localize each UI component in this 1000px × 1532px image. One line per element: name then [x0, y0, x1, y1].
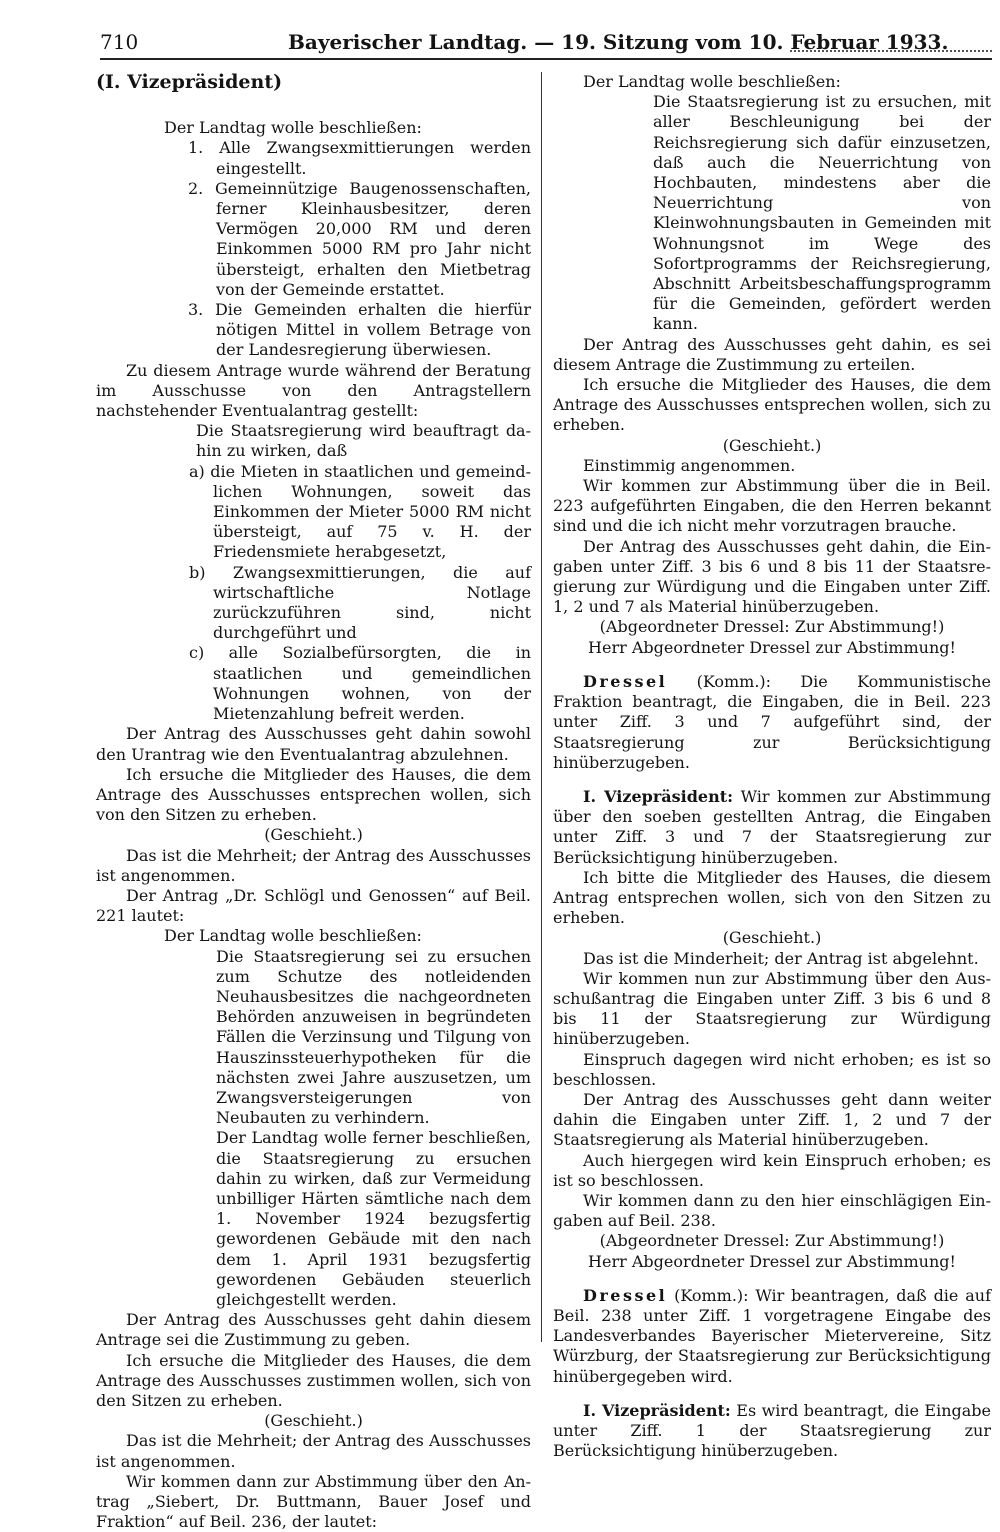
speaker-name: I. Vizepräsident: [583, 1400, 731, 1420]
paragraph: Zu diesem Antrage wurde während der Beratung im Ausschusse von den Antragstellern nachstehender Eventualantrag gestellt: [96, 360, 531, 421]
stage-direction: (Geschieht.) [264, 825, 363, 845]
section-heading: (I. Vizepräsident) [96, 71, 283, 93]
quoted-motion: Die Staatsregierung sei zu ersuchen zum Schutze des notleidenden Neuhausbesitzes die nachgeordneten Behörden anzuweisen in begründeten Fällen die Verzinsung und Tilgung von Hauszinssteuerhypotheken für die nächsten zwei Jahre auszusetzen, um Zwangsversteigerungen von Neubauten zu verhindern. [216, 946, 531, 1128]
paragraph: Der Landtag wolle beschließen: [164, 926, 422, 946]
paragraph: Der Landtag wolle beschließen: [164, 118, 422, 138]
paragraph: Der Antrag „Dr. Schlögl und Genossen“ auf Beil. 221 lautet: [96, 885, 531, 926]
speaker-name: I. Vizepräsident: [583, 786, 734, 806]
paragraph: Wir kommen dann zur Abstimmung über den Antrag „Siebert, Dr. Buttmann, Bauer Josef und Fraktion“ auf Beil. 236, der lautet: [96, 1471, 531, 1532]
paragraph: Wir kommen zur Abstimmung über die in Beil. 223 aufgeführten Eingaben, die den Herren bekannt sind und die ich nicht mehr vorzutragen brauche. [553, 476, 991, 536]
paragraph: Der Antrag des Ausschusses geht dahin sowohl den Urantrag wie den Eventualantrag abzulehnen. [96, 724, 531, 764]
numbered-item: 1. Alle Zwangsexmittierungen werden eingestellt. [188, 138, 531, 178]
paragraph: Das ist die Minderheit; der Antrag ist abgelehnt. [583, 948, 979, 968]
header-rule [100, 58, 992, 60]
paragraph: Einstimmig angenommen. [583, 455, 796, 475]
speech-text: Es wird beantragt, die Eingabe unter Ziff. 1 der Staatsregierung zur Berücksichtigung hinüberzugeben. [553, 1400, 991, 1461]
speech-text: (Komm.): Wir beantragen, daß die auf Beil. 238 unter Ziff. 1 vorgetragene Eingabe des Landesverbandes Bayerischer Mietervereine, Sitz Würzburg, der Staatsregierung zur Berücksichtigung hinübergegeben wird. [553, 1285, 991, 1386]
right-column [553, 72, 991, 1461]
speech-vizepraesident [553, 1401, 991, 1462]
paragraph: Das ist die Mehrheit; der Antrag des Ausschusses ist angenommen. [96, 845, 531, 885]
interjection: (Abgeordneter Dressel: Zur Abstimmung!) [599, 617, 945, 637]
paragraph: Ich ersuche die Mitglieder des Hauses, die dem Antrage des Ausschusses entsprechen wollen, sich zu erheben. [553, 375, 991, 435]
paragraph: Das ist die Mehrheit; der Antrag des Ausschusses ist angenommen. [96, 1431, 531, 1471]
paragraph: Wir kommen nun zur Abstimmung über den Ausschußantrag die Eingaben unter Ziff. 3 bis 6 und 8 bis 11 der Staatsregierung zur Würdigung hinüberzugeben. [553, 968, 991, 1049]
stage-direction: (Geschieht.) [264, 1411, 363, 1431]
quoted-motion: Die Staatsregierung ist zu ersuchen, mit aller Beschleunigung bei der Reichsregierung sich dafür einzusetzen, daß auch die Neuerrichtung von Hochbauten, mindestens aber die Neuerrichtung von Kleinwohnungsbauten in Gemeinden mit Wohnungsnot im Wege des Sofortprogramms der Reichsregierung, Abschnitt Arbeitsbeschaffungsprogramm für die Gemeinden, gefördert werden kann. [653, 92, 991, 334]
lettered-item: b) Zwangsexmittierungen, die auf wirtschaftliche Notlage zurückzuführen sind, nicht durchgeführt und [189, 562, 531, 643]
paragraph: Der Antrag des Ausschusses geht dann weiter dahin die Eingaben unter Ziff. 1, 2 und 7 der Staatsregierung als Material hinüberzugeben. [553, 1089, 991, 1150]
left-column [96, 72, 531, 1532]
speaker-call: Herr Abgeordneter Dressel zur Abstimmung! [588, 1251, 956, 1271]
column-divider [541, 72, 542, 1342]
numbered-item: 3. Die Gemeinden erhalten die hierfür nötigen Mittel in vollem Betrage von der Landesregierung überwiesen. [188, 300, 531, 360]
page-number: 710 [100, 30, 139, 54]
speech-dressel [553, 672, 991, 773]
lettered-item: a) die Mieten in staatlichen und gemeindlichen Wohnungen, soweit das Einkommen der Mieter 5000 RM nicht übersteigt, auf 75 v. H. der Friedensmiete herabgesetzt, [189, 461, 531, 562]
stage-direction: (Geschieht.) [722, 928, 822, 948]
paragraph: Der Antrag des Ausschusses geht dahin, die Eingaben unter Ziff. 3 bis 6 und 8 bis 11 der Staatsregierung zur Würdigung und die Eingaben unter Ziff. 1, 2 und 7 als Material hinüberzugeben. [553, 536, 991, 617]
paragraph: Der Antrag des Ausschusses geht dahin diesem Antrage sei die Zustimmung zu geben. [96, 1310, 531, 1350]
interjection: (Abgeordneter Dressel: Zur Abstimmung!) [599, 1231, 945, 1251]
stage-direction: (Geschieht.) [722, 435, 822, 455]
speech-dressel [553, 1286, 991, 1387]
paragraph: Ich bitte die Mitglieder des Hauses, die diesem Antrag entsprechen wollen, sich von den Sitzen zu erheben. [553, 867, 991, 928]
paragraph: Der Landtag wolle beschließen: [583, 72, 841, 91]
paragraph: Auch hiergegen wird kein Einspruch erhoben; es ist so beschlossen. [553, 1150, 991, 1190]
paragraph: Ich ersuche die Mitglieder des Hauses, die dem Antrage des Ausschusses zustimmen wollen, sich von den Sitzen zu erheben. [96, 1350, 531, 1410]
speech-vizepraesident [553, 787, 991, 868]
paragraph: Ich ersuche die Mitglieder des Hauses, die dem Antrage des Ausschusses entsprechen wollen, sich von den Sitzen zu erheben. [96, 764, 531, 825]
paragraph: Wir kommen dann zu den hier einschlägigen Eingaben auf Beil. 238. [553, 1190, 991, 1231]
running-header: Bayerischer Landtag. — 19. Sitzung vom 10. Februar 1933. [288, 30, 949, 54]
paragraph: Die Staatsregierung wird beauftragt dahin zu wirken, daß [196, 421, 531, 461]
speech-text: (Komm.): Die Kommunistische Fraktion beantragt, die Eingaben, die in Beil. 223 unter Ziff. 3 und 7 aufgeführt sind, der Staatsregierung zur Berücksichtigung hinüberzugeben. [553, 671, 991, 772]
numbered-item: 2. Gemeinnützige Baugenossenschaften, ferner Kleinhausbesitzer, deren Vermögen 20,000 RM und deren Einkommen 5000 RM pro Jahr nicht übersteigt, erhalten den Mietbetrag von der Gemeinde erstattet. [188, 178, 531, 299]
paragraph: Einspruch dagegen wird nicht erhoben; es ist so beschlossen. [553, 1049, 991, 1089]
speaker-name: Dressel [583, 1285, 668, 1305]
header-dotted-rule [790, 50, 992, 52]
lettered-item: c) alle Sozialbefürsorgten, die in staatlichen und gemeindlichen Wohnungen wohnen, von der Mietenzahlung befreit werden. [189, 643, 531, 724]
paragraph: Der Antrag des Ausschusses geht dahin, es sei diesem Antrage die Zustimmung zu erteilen. [553, 334, 991, 374]
speaker-name: Dressel [583, 671, 668, 691]
speech-text: Wir kommen zur Abstimmung über den soeben gestellten Antrag, die Eingaben unter Ziff. 3 und 7 der Staatsregierung zur Berücksichtigung hinüberzugeben. [553, 786, 992, 867]
quoted-motion: Der Landtag wolle ferner beschließen, die Staatsregierung zu ersuchen dahin zu wirken, daß zur Vermeidung unbilliger Härten sämtliche nach dem 1. November 1924 bezugsfertig gewordenen Gebäude mit den nach dem 1. April 1931 bezugsfertig gewordenen Gebäuden steuerlich gleichgestellt werden. [216, 1128, 531, 1309]
speaker-call: Herr Abgeordneter Dressel zur Abstimmung! [588, 637, 956, 657]
